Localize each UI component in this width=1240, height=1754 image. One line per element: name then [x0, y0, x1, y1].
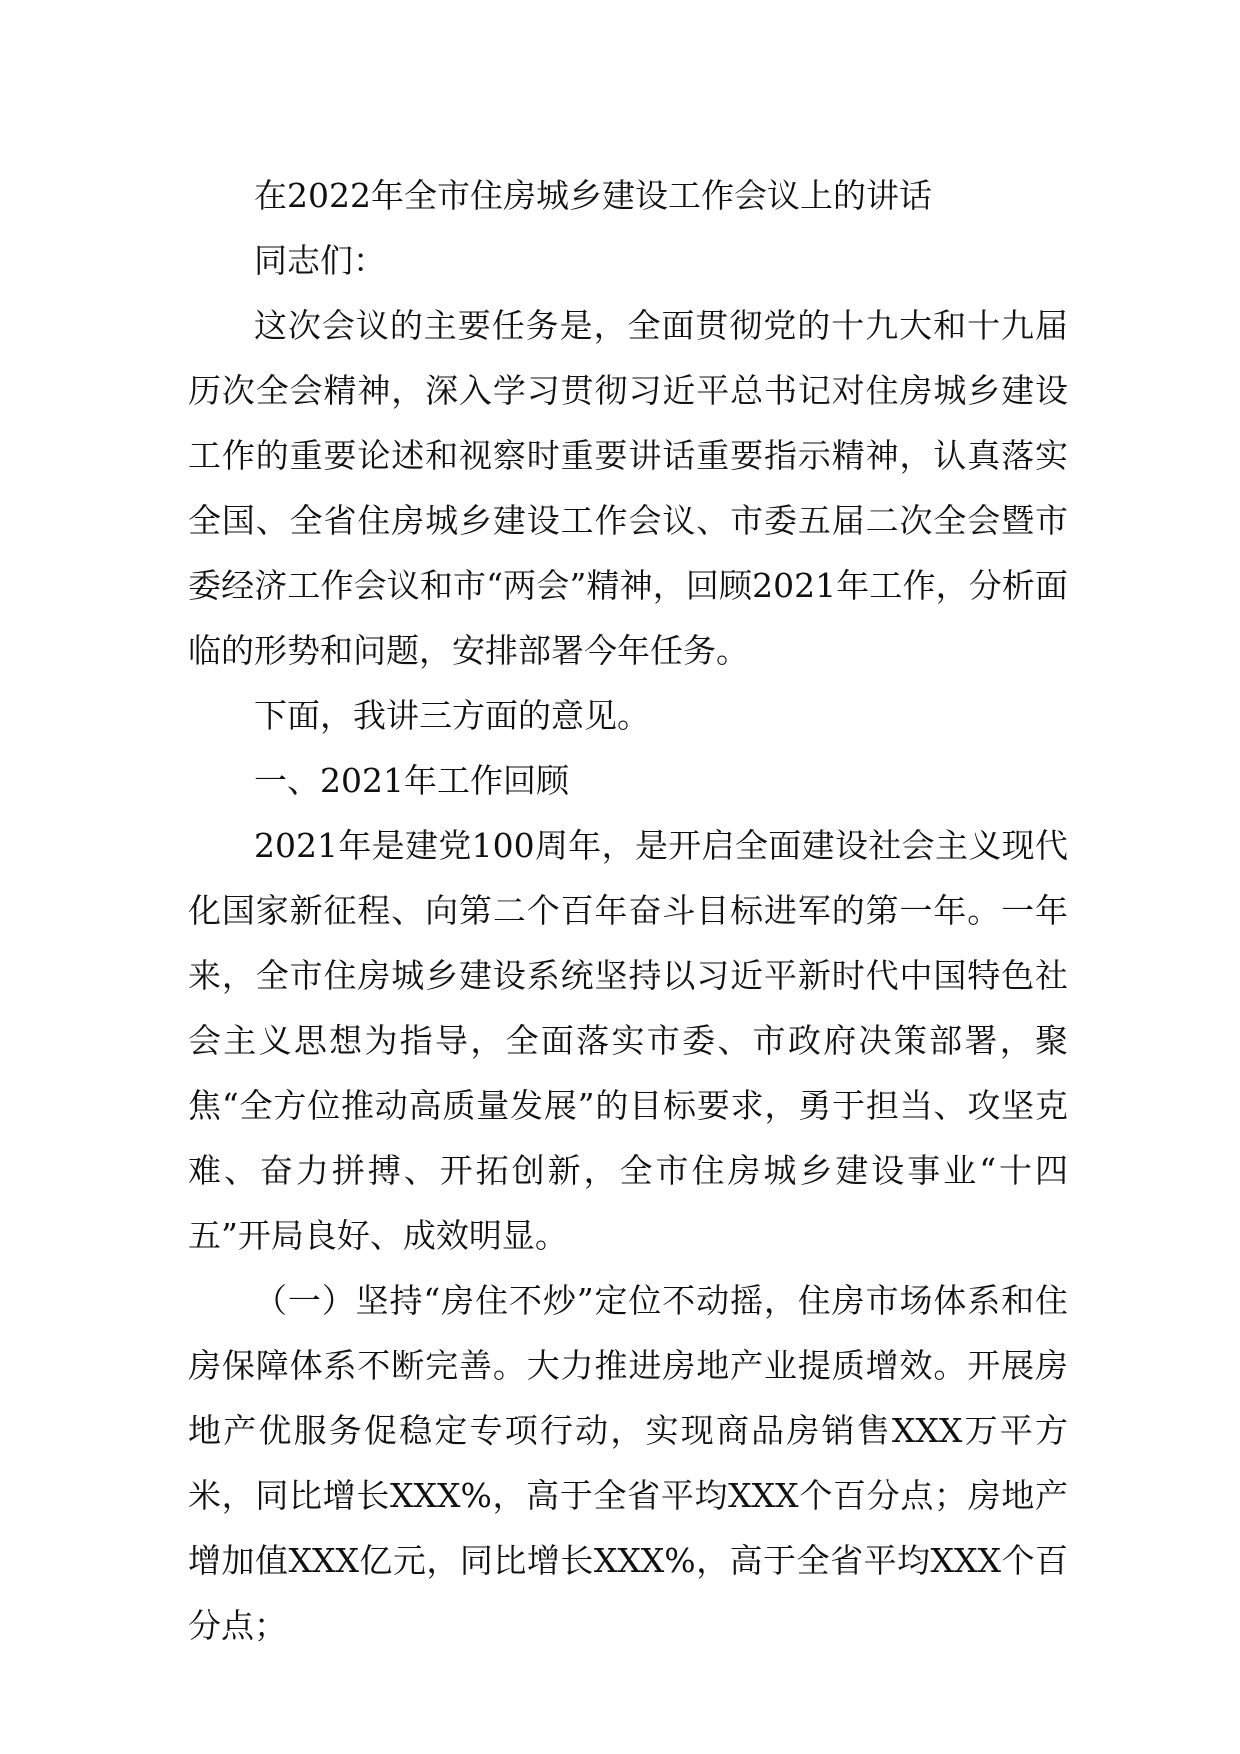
section-heading-1: 一、2021年工作回顾 [254, 761, 569, 800]
paragraph-outline: 下面，我讲三方面的意见。 [254, 696, 650, 735]
paragraph-housing: （一）坚持“房住不炒”定位不动摇，住房市场体系和住房保障体系不断完善。大力推进房地产业提质增效。开展房地产优服务促稳定专项行动，实现商品房销售XXX万平方米，同比增长XXX%，高于全省平均XXX个百分点；房地产增加值XXX亿元，同比增长XXX%，高于全省平均XXX个百分点； [188, 1281, 1068, 1645]
paragraph-intro: 这次会议的主要任务是，全面贯彻党的十九大和十九届历次全会精神，深入学习贯彻习近平总书记对住房城乡建设工作的重要论述和视察时重要讲话重要指示精神，认真落实全国、全省住房城乡建设工作会议、市委五届二次全会暨市委经济工作会议和市“两会”精神，回顾2021年工作，分析面临的形势和问题，安排部署今年任务。 [188, 306, 1068, 670]
document-title: 在2022年全市住房城乡建设工作会议上的讲话 [254, 176, 932, 215]
paragraph-review: 2021年是建党100周年，是开启全面建设社会主义现代化国家新征程、向第二个百年奋斗目标进军的第一年。一年来，全市住房城乡建设系统坚持以习近平新时代中国特色社会主义思想为指导，全面落实市委、市政府决策部署，聚焦“全方位推动高质量发展”的目标要求，勇于担当、攻坚克难、奋力拼搏、开拓创新，全市住房城乡建设事业“十四五”开局良好、成效明显。 [188, 826, 1068, 1255]
document-body [188, 163, 1068, 1658]
salutation: 同志们： [254, 241, 386, 280]
